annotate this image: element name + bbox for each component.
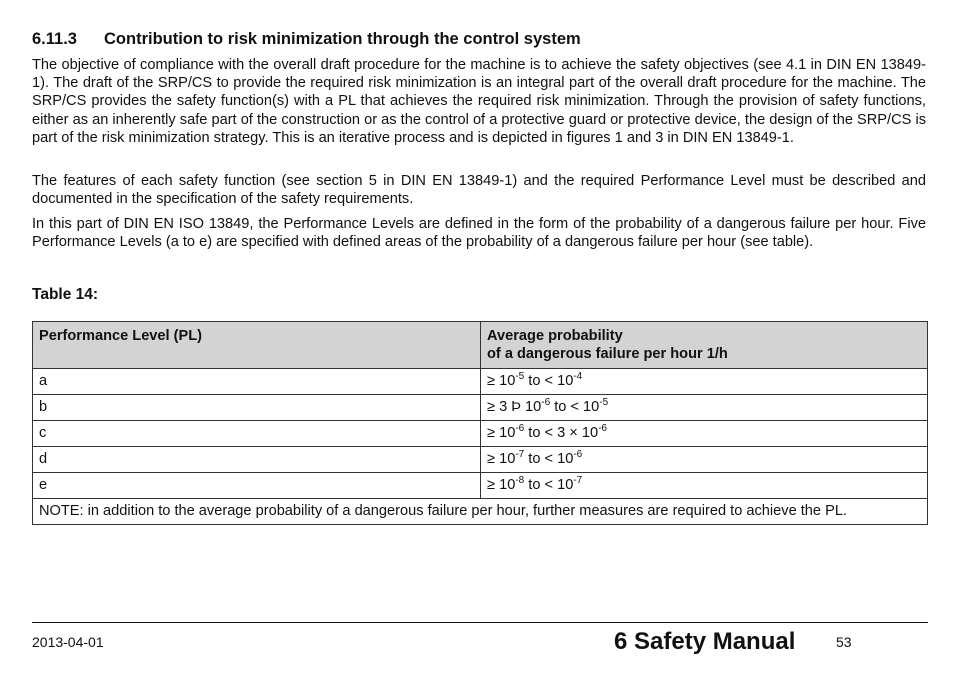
upper-bound: to < 10	[528, 477, 574, 493]
table-note: NOTE: in addition to the average probability of a dangerous failure per hour, further measures are required to achieve the PL.	[33, 499, 928, 525]
header-line-1: Average probability	[487, 328, 623, 344]
upper-exponent: -4	[573, 371, 583, 383]
paragraph-objective: The objective of compliance with the overall draft procedure for the machine is to achieve the safety objectives (see 4.1 in DIN EN 13849-1). The draft of the SRP/CS to provide the required risk minimization is an integral part of the overall draft procedure for the machine. The SRP/CS provides the safety function(s) with a PL that achieves the required risk minimization. Through the provision of safety functions, either as an inherently safe part of the construction or as the control of a protective guard or protective device, the design of the SRP/CS is part of the risk minimization strategy. This is an iterative process and is depicted in figures 1 and 3 in DIN EN 13849-1.	[32, 57, 926, 146]
page-number: 53	[836, 634, 852, 650]
lower-exponent: -8	[515, 475, 525, 487]
upper-exponent: -7	[573, 475, 583, 487]
pl-cell: b	[33, 395, 481, 421]
upper-bound: to < 3 × 10	[528, 425, 599, 441]
probability-cell	[481, 473, 928, 499]
geq-sign: ≥	[487, 399, 496, 415]
probability-cell	[481, 369, 928, 395]
probability-cell	[481, 447, 928, 473]
lower-exponent: -5	[515, 371, 525, 383]
table-row	[33, 473, 928, 499]
upper-bound: to < 10	[528, 451, 574, 467]
lower-exponent: -7	[515, 449, 525, 461]
lower-bound: 10	[499, 373, 516, 389]
geq-sign: ≥	[487, 451, 496, 467]
pl-cell: c	[33, 421, 481, 447]
geq-sign: ≥	[487, 373, 496, 389]
header-average-probability	[481, 322, 928, 369]
table-row	[33, 369, 928, 395]
header-line-2: of a dangerous failure per hour 1/h	[487, 346, 728, 362]
probability-cell	[481, 421, 928, 447]
lower-bound: 10	[499, 451, 516, 467]
table-caption: Table 14:	[32, 286, 99, 303]
upper-bound: to < 10	[554, 399, 600, 415]
geq-sign: ≥	[487, 477, 496, 493]
upper-exponent: -6	[573, 449, 583, 461]
table-row	[33, 421, 928, 447]
section-heading	[32, 30, 927, 49]
pl-cell: d	[33, 447, 481, 473]
footer-date: 2013-04-01	[32, 634, 104, 650]
lower-bound: 10	[499, 477, 516, 493]
performance-level-table	[32, 321, 928, 525]
pl-cell: e	[33, 473, 481, 499]
upper-bound: to < 10	[528, 373, 574, 389]
table-note-row	[33, 499, 928, 525]
paragraph-features: The features of each safety function (see section 5 in DIN EN 13849-1) and the required Performance Level must be described and documented in the specification of the safety requirements.	[32, 173, 926, 208]
section-number: 6.11.3	[32, 30, 77, 48]
table-header-row	[33, 322, 928, 369]
footer-title: 6 Safety Manual	[614, 628, 796, 655]
upper-exponent: -5	[599, 397, 609, 409]
probability-cell	[481, 395, 928, 421]
lower-bound: 10	[499, 425, 516, 441]
section-title: Contribution to risk minimization through the control system	[104, 30, 581, 48]
paragraph-performance-levels: In this part of DIN EN ISO 13849, the Performance Levels are defined in the form of the probability of a dangerous failure per hour. Five Performance Levels (a to e) are specified with defined areas of the probability of a dangerous failure per hour (see table).	[32, 216, 926, 251]
upper-exponent: -6	[598, 423, 607, 435]
pl-cell: a	[33, 369, 481, 395]
header-performance-level: Performance Level (PL)	[33, 322, 481, 369]
lower-exponent: -6	[515, 423, 525, 435]
geq-sign: ≥	[487, 425, 496, 441]
table-row	[33, 395, 928, 421]
lower-bound: 3 Þ 10	[499, 399, 542, 415]
footer-divider	[32, 622, 928, 623]
table-row	[33, 447, 928, 473]
lower-exponent: -6	[541, 397, 551, 409]
